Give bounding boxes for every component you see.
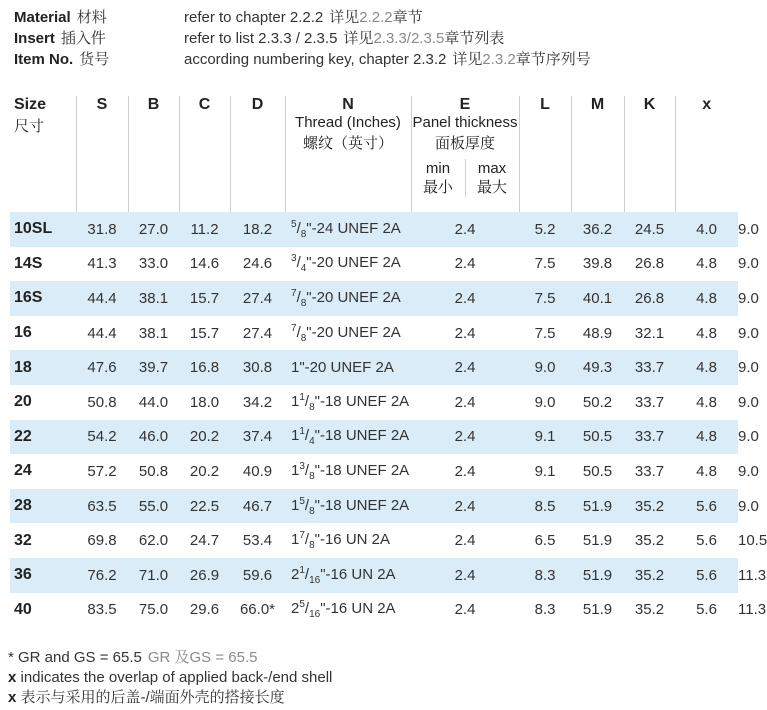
cell-b: 38.1 xyxy=(128,281,179,316)
cell-m: 35.2 xyxy=(624,489,675,524)
cell-d: 37.4 xyxy=(230,420,285,455)
material-value xyxy=(184,6,423,27)
cell-m: 33.7 xyxy=(624,385,675,420)
cell-s: 69.8 xyxy=(76,523,128,558)
insert-label xyxy=(14,27,184,48)
cell-k: 4.8 xyxy=(675,420,738,455)
material-label xyxy=(14,6,184,27)
thread-denominator: 8 xyxy=(309,470,315,482)
cell-c: 29.6 xyxy=(179,593,230,628)
cell-d: 46.7 xyxy=(230,489,285,524)
thread-cell: $2^5/_{16}"-16$ UN 2A xyxy=(285,593,411,628)
cell-s: 41.3 xyxy=(76,247,128,282)
thread-numerator: 7 xyxy=(291,287,297,299)
insert-value-zh-b: 章节列表 xyxy=(444,30,505,47)
cell-c: 24.7 xyxy=(179,523,230,558)
thread-spec: "-18 UNEF 2A xyxy=(314,427,410,445)
thread-numerator: 5 xyxy=(299,495,305,507)
insert-value-zh-a: 详见 xyxy=(343,30,374,47)
cell-m: 35.2 xyxy=(624,523,675,558)
cell-s: 47.6 xyxy=(76,350,128,385)
cell-c: 11.2 xyxy=(179,212,230,247)
thread-numerator: 7 xyxy=(299,530,305,542)
cell-emin: 2.4 xyxy=(411,385,519,420)
cell-emin: 2.4 xyxy=(411,316,519,351)
cell-k: 5.6 xyxy=(675,593,738,628)
thread-numerator: 5 xyxy=(291,218,297,230)
material-value-zh-num: 2.2.2 xyxy=(359,9,393,26)
size-cell: 22 xyxy=(10,420,76,455)
table-row: 20 50.8 44.0 18.0 34.2 $1^1/_8"-18$ UNEF 2A 2.4 9.0 50.2 33.7 4.8 9.0 xyxy=(10,385,738,420)
thread-cell: $1^1/_4"-18$ UNEF 2A xyxy=(285,420,411,455)
size-cell: 28 xyxy=(10,489,76,524)
thread-numerator: 1 xyxy=(299,426,305,438)
cell-s: 54.2 xyxy=(76,420,128,455)
thread-denominator: 8 xyxy=(309,505,315,517)
meta-material-row xyxy=(14,6,734,27)
table-row: 16S 44.4 38.1 15.7 27.4 $^7/_8"-20$ UNEF 2A 2.4 7.5 40.1 26.8 4.8 9.0 xyxy=(10,281,738,316)
thread-whole: 1 xyxy=(291,531,300,549)
cell-emax: 8.3 xyxy=(519,558,571,593)
insert-label-en: Insert xyxy=(14,30,55,47)
dimension-table xyxy=(10,96,767,627)
thread-spec: "-18 UNEF 2A xyxy=(314,496,410,514)
thread-denominator: 8 xyxy=(309,540,315,552)
table-row: 28 63.5 55.0 22.5 46.7 $1^5/_8"-18$ UNEF 2A 2.4 8.5 51.9 35.2 5.6 9.0 xyxy=(10,489,738,524)
insert-label-zh: 插入件 xyxy=(60,30,106,47)
header-e-max: max 最大 xyxy=(465,159,519,197)
cell-m: 26.8 xyxy=(624,281,675,316)
material-value-en: refer to chapter 2.2.2 xyxy=(184,9,324,26)
cell-k: 4.8 xyxy=(675,281,738,316)
cell-b: 75.0 xyxy=(128,593,179,628)
footnote-x-en: x indicates the overlap of applied back-/end shell xyxy=(8,669,333,686)
header-k: K xyxy=(624,96,675,212)
cell-s: 63.5 xyxy=(76,489,128,524)
header-c: C xyxy=(179,96,230,212)
header-n: N Thread (Inches) 螺纹（英寸） xyxy=(285,96,411,212)
table-row: 18 47.6 39.7 16.8 30.8 1"-20 UNEF 2A 2.4 9.0 49.3 33.7 4.8 9.0 xyxy=(10,350,738,385)
thread-spec: "-16 UN 2A xyxy=(320,565,396,583)
cell-b: 44.0 xyxy=(128,385,179,420)
cell-d: 53.4 xyxy=(230,523,285,558)
cell-b: 62.0 xyxy=(128,523,179,558)
size-cell: 24 xyxy=(10,454,76,489)
meta-insert-row xyxy=(14,27,734,48)
item-value-zh-b: 章节序列号 xyxy=(515,51,591,68)
cell-k: 4.0 xyxy=(675,212,738,247)
thread-whole: 1 xyxy=(291,461,300,479)
thread-cell: $^5/_8"-24$ UNEF 2A xyxy=(285,212,411,247)
cell-m: 24.5 xyxy=(624,212,675,247)
cell-l: 50.5 xyxy=(571,454,624,489)
cell-k: 5.6 xyxy=(675,523,738,558)
cell-m: 32.1 xyxy=(624,316,675,351)
cell-l: 51.9 xyxy=(571,489,624,524)
cell-l: 40.1 xyxy=(571,281,624,316)
footnotes xyxy=(8,648,332,708)
thread-whole: 1 xyxy=(291,427,300,445)
cell-k: 4.8 xyxy=(675,454,738,489)
thread-cell: $1^7/_8"-16$ UN 2A xyxy=(285,523,411,558)
cell-s: 83.5 xyxy=(76,593,128,628)
item-value-zh-num: 2.3.2 xyxy=(482,51,516,68)
footnote-gr-gs: * GR and GS = 65.5 GR 及GS = 65.5 xyxy=(8,649,258,666)
cell-c: 26.9 xyxy=(179,558,230,593)
header-s: S xyxy=(76,96,128,212)
header-l: L xyxy=(519,96,571,212)
header-m: M xyxy=(571,96,624,212)
cell-emax: 5.2 xyxy=(519,212,571,247)
cell-d: 66.0* xyxy=(230,593,285,628)
item-label xyxy=(14,48,184,69)
cell-m: 33.7 xyxy=(624,454,675,489)
size-cell: 16 xyxy=(10,316,76,351)
cell-k: 5.6 xyxy=(675,489,738,524)
thread-whole: 1 xyxy=(291,496,300,514)
thread-whole: 1"-20 UNEF 2A xyxy=(291,359,394,377)
cell-emax: 8.5 xyxy=(519,489,571,524)
cell-d: 40.9 xyxy=(230,454,285,489)
cell-d: 59.6 xyxy=(230,558,285,593)
cell-emax: 9.1 xyxy=(519,420,571,455)
table-row: 40 83.5 75.0 29.6 66.0* $2^5/_{16}"-16$ UN 2A 2.4 8.3 51.9 35.2 5.6 11.3 xyxy=(10,593,738,628)
thread-whole: 2 xyxy=(291,565,300,583)
item-value-zh-a: 详见 xyxy=(452,51,483,68)
header-e-minmax xyxy=(412,159,519,197)
thread-cell: $^7/_8"-20$ UNEF 2A xyxy=(285,281,411,316)
item-value-en: according numbering key, chapter 2.3.2 xyxy=(184,51,447,68)
header-e: E Panel thickness 面板厚度 min 最小 max 最大 xyxy=(411,96,519,212)
cell-c: 14.6 xyxy=(179,247,230,282)
cell-emax: 7.5 xyxy=(519,316,571,351)
thread-cell: $2^1/_{16}"-16$ UN 2A xyxy=(285,558,411,593)
thread-spec: "-20 UNEF 2A xyxy=(306,323,401,341)
cell-emax: 9.1 xyxy=(519,454,571,489)
cell-l: 51.9 xyxy=(571,523,624,558)
insert-value xyxy=(184,27,504,48)
cell-b: 55.0 xyxy=(128,489,179,524)
cell-emax: 6.5 xyxy=(519,523,571,558)
thread-cell: $1^1/_8"-18$ UNEF 2A xyxy=(285,385,411,420)
header-d: D xyxy=(230,96,285,212)
meta-info xyxy=(14,6,734,69)
thread-cell: $^7/_8"-20$ UNEF 2A xyxy=(285,316,411,351)
cell-k: 5.6 xyxy=(675,558,738,593)
item-value xyxy=(184,48,591,69)
cell-d: 34.2 xyxy=(230,385,285,420)
thread-denominator: 4 xyxy=(300,263,307,275)
insert-value-zh-num: 2.3.3/2.3.5 xyxy=(373,30,445,47)
size-cell: 20 xyxy=(10,385,76,420)
thread-spec: "-16 UN 2A xyxy=(320,600,396,618)
cell-k: 4.8 xyxy=(675,316,738,351)
cell-s: 31.8 xyxy=(76,212,128,247)
thread-cell: $1^3/_8"-18$ UNEF 2A xyxy=(285,454,411,489)
cell-d: 27.4 xyxy=(230,316,285,351)
cell-c: 15.7 xyxy=(179,316,230,351)
cell-b: 50.8 xyxy=(128,454,179,489)
size-cell: 14S xyxy=(10,247,76,282)
thread-spec: "-16 UN 2A xyxy=(314,531,390,549)
table-row: 24 57.2 50.8 20.2 40.9 $1^3/_8"-18$ UNEF 2A 2.4 9.1 50.5 33.7 4.8 9.0 xyxy=(10,454,738,489)
material-label-en: Material xyxy=(14,9,71,26)
cell-k: 4.8 xyxy=(675,385,738,420)
cell-l: 39.8 xyxy=(571,247,624,282)
cell-emin: 2.4 xyxy=(411,558,519,593)
cell-m: 33.7 xyxy=(624,350,675,385)
thread-numerator: 1 xyxy=(299,391,305,403)
table-row: 16 44.4 38.1 15.7 27.4 $^7/_8"-20$ UNEF 2A 2.4 7.5 48.9 32.1 4.8 9.0 xyxy=(10,316,738,351)
item-label-zh: 货号 xyxy=(79,51,110,68)
cell-s: 44.4 xyxy=(76,281,128,316)
insert-value-en: refer to list 2.3.3 / 2.3.5 xyxy=(184,30,338,47)
cell-d: 27.4 xyxy=(230,281,285,316)
size-cell: 32 xyxy=(10,523,76,558)
thread-spec: "-18 UNEF 2A xyxy=(314,392,410,410)
cell-s: 57.2 xyxy=(76,454,128,489)
material-value-zh-a: 详见 xyxy=(329,9,360,26)
thread-spec: "-20 UNEF 2A xyxy=(306,288,401,306)
cell-d: 24.6 xyxy=(230,247,285,282)
cell-l: 50.2 xyxy=(571,385,624,420)
thread-whole: 2 xyxy=(291,600,300,618)
thread-denominator: 4 xyxy=(309,436,315,448)
cell-emin: 2.4 xyxy=(411,281,519,316)
thread-cell: $^3/_4"-20$ UNEF 2A xyxy=(285,247,411,282)
cell-s: 50.8 xyxy=(76,385,128,420)
cell-emin: 2.4 xyxy=(411,593,519,628)
table-header-row xyxy=(10,96,738,212)
header-x: x xyxy=(675,96,738,212)
footnote-x-zh: x 表示与采用的后盖-/端面外壳的搭接长度 xyxy=(8,689,285,706)
thread-numerator: 5 xyxy=(299,599,305,611)
cell-l: 49.3 xyxy=(571,350,624,385)
size-cell: 40 xyxy=(10,593,76,628)
cell-m: 33.7 xyxy=(624,420,675,455)
cell-l: 51.9 xyxy=(571,558,624,593)
table-row: 10SL 31.8 27.0 11.2 18.2 $^5/_8"-24$ UNEF 2A 2.4 5.2 36.2 24.5 4.0 9.0 xyxy=(10,212,738,247)
thread-denominator: 8 xyxy=(300,297,307,309)
thread-denominator: 16 xyxy=(309,609,321,621)
cell-k: 4.8 xyxy=(675,247,738,282)
cell-emin: 2.4 xyxy=(411,212,519,247)
cell-emin: 2.4 xyxy=(411,350,519,385)
cell-b: 38.1 xyxy=(128,316,179,351)
cell-c: 22.5 xyxy=(179,489,230,524)
table-row: 32 69.8 62.0 24.7 53.4 $1^7/_8"-16$ UN 2A 2.4 6.5 51.9 35.2 5.6 10.5 xyxy=(10,523,738,558)
header-b: B xyxy=(128,96,179,212)
cell-b: 46.0 xyxy=(128,420,179,455)
thread-denominator: 8 xyxy=(309,401,315,413)
cell-emax: 8.3 xyxy=(519,593,571,628)
cell-emax: 9.0 xyxy=(519,350,571,385)
cell-c: 20.2 xyxy=(179,420,230,455)
thread-cell: $1^5/_8"-18$ UNEF 2A xyxy=(285,489,411,524)
cell-c: 18.0 xyxy=(179,385,230,420)
cell-m: 26.8 xyxy=(624,247,675,282)
cell-emax: 7.5 xyxy=(519,247,571,282)
cell-l: 36.2 xyxy=(571,212,624,247)
meta-item-row xyxy=(14,48,734,69)
size-cell: 10SL xyxy=(10,212,76,247)
thread-numerator: 1 xyxy=(299,564,305,576)
thread-numerator: 3 xyxy=(299,460,305,472)
item-label-en: Item No. xyxy=(14,51,74,68)
cell-c: 16.8 xyxy=(179,350,230,385)
thread-denominator: 16 xyxy=(309,574,321,586)
cell-d: 18.2 xyxy=(230,212,285,247)
cell-b: 71.0 xyxy=(128,558,179,593)
cell-s: 44.4 xyxy=(76,316,128,351)
cell-m: 35.2 xyxy=(624,558,675,593)
thread-denominator: 8 xyxy=(300,332,307,344)
cell-b: 39.7 xyxy=(128,350,179,385)
table-row: 36 76.2 71.0 26.9 59.6 $2^1/_{16}"-16$ UN 2A 2.4 8.3 51.9 35.2 5.6 11.3 xyxy=(10,558,738,593)
thread-denominator: 8 xyxy=(300,228,307,240)
header-e-min: min 最小 xyxy=(422,160,453,196)
cell-emin: 2.4 xyxy=(411,489,519,524)
cell-l: 51.9 xyxy=(571,593,624,628)
size-cell: 18 xyxy=(10,350,76,385)
cell-emax: 9.0 xyxy=(519,385,571,420)
cell-s: 76.2 xyxy=(76,558,128,593)
table-body xyxy=(10,212,767,627)
cell-b: 33.0 xyxy=(128,247,179,282)
cell-b: 27.0 xyxy=(128,212,179,247)
cell-emax: 7.5 xyxy=(519,281,571,316)
cell-l: 48.9 xyxy=(571,316,624,351)
size-cell: 36 xyxy=(10,558,76,593)
table-row: 14S 41.3 33.0 14.6 24.6 $^3/_4"-20$ UNEF 2A 2.4 7.5 39.8 26.8 4.8 9.0 xyxy=(10,247,738,282)
cell-emin: 2.4 xyxy=(411,247,519,282)
material-label-zh: 材料 xyxy=(76,9,107,26)
cell-l: 50.5 xyxy=(571,420,624,455)
cell-d: 30.8 xyxy=(230,350,285,385)
material-value-zh-b: 章节 xyxy=(392,9,423,26)
cell-m: 35.2 xyxy=(624,593,675,628)
cell-emin: 2.4 xyxy=(411,420,519,455)
thread-spec: "-18 UNEF 2A xyxy=(314,461,410,479)
thread-cell xyxy=(285,350,411,385)
thread-numerator: 3 xyxy=(291,253,297,265)
thread-whole: 1 xyxy=(291,392,300,410)
table-row: 22 54.2 46.0 20.2 37.4 $1^1/_4"-18$ UNEF 2A 2.4 9.1 50.5 33.7 4.8 9.0 xyxy=(10,420,738,455)
cell-emin: 2.4 xyxy=(411,523,519,558)
size-cell: 16S xyxy=(10,281,76,316)
cell-emin: 2.4 xyxy=(411,454,519,489)
header-size: Size 尺寸 xyxy=(14,96,47,135)
thread-numerator: 7 xyxy=(291,322,297,334)
cell-c: 20.2 xyxy=(179,454,230,489)
cell-c: 15.7 xyxy=(179,281,230,316)
thread-spec: "-20 UNEF 2A xyxy=(306,254,401,272)
thread-spec: "-24 UNEF 2A xyxy=(306,219,401,237)
cell-k: 4.8 xyxy=(675,350,738,385)
